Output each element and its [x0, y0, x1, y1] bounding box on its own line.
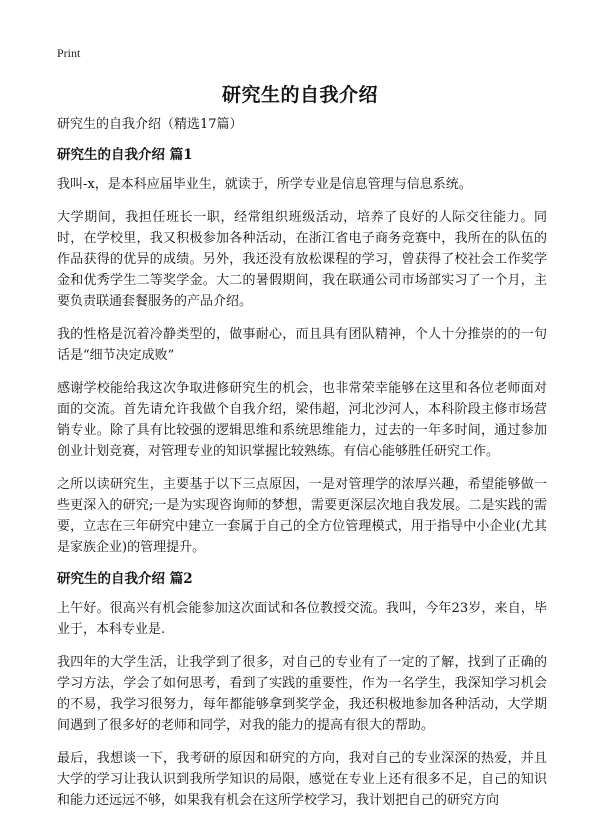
paragraph: 大学期间，我担任班长一职，经常组织班级活动，培养了良好的人际交往能力。同时，在学校里，我又积极参加各种活动，在浙江省电子商务竞赛中，我所在的队伍的作品获得的优异的成绩。另外，我还没有放松课程的学习，曾获得了校社会工作奖学金和优秀学生二等奖学金。大二的暑假期间，我在联通公司市场部实习了一个月，主要负责联通套餐服务的产品介绍。 [57, 210, 547, 309]
paragraph: 我四年的大学生活，让我学到了很多，对自己的专业有了一定的了解，找到了正确的学习方法，学会了如何思考，看到了实践的重要性，作为一名学生，我深知学习机会的不易，我学习很努力，每年都能够拿到奖学金，我还积极地参加各种活动，大学期间遇到了很多好的老师和同学，对我的能力的提高有很大的帮助。 [57, 655, 547, 733]
paragraph: 最后，我想谈一下，我考研的原因和研究的方向，我对自己的专业深深的热爱，并且大学的学习让我认识到我所学知识的局限，感觉在专业上还有很多不足，自己的知识和能力还远远不够，如果我有机会在这所学校学习，我计划把自己的研究方向 [57, 751, 547, 808]
article-body [57, 116, 547, 823]
paragraph: 之所以读研究生，主要基于以下三点原因，一是对管理学的浓厚兴趣，希望能够做一些更深入的研究;一是为实现咨询师的梦想，需要更深层次地自我发展。二是实践的需要，立志在三年研究中建立一套属于自己的全方位管理模式，用于指导中小企业(尤其是家族企业)的管理提升。 [57, 477, 547, 555]
section-1 [57, 146, 547, 558]
paragraph: 我的性格是沉着冷静类型的，做事耐心，而且具有团队精神，个人十分推崇的的一句话是“细节决定成败” [57, 327, 547, 363]
section-2 [57, 570, 547, 811]
page-title: 研究生的自我介绍 [221, 84, 378, 106]
paragraph: 我叫-x，是本科应届毕业生，就读于，所学专业是信息管理与信息系统。 [57, 177, 472, 192]
paragraph: 感谢学校能给我这次争取进修研究生的机会，也非常荣幸能够在这里和各位老师面对面的交流。首先请允许我做个自我介绍，梁伟超，河北沙河人，本科阶段主修市场营销专业。除了具有比较强的逻辑思维和系统思维能力，过去的一年多时间，通过参加创业计划竞赛，对管理专业的知识掌握比较熟练。有信心能够胜任研究工作。 [57, 381, 547, 459]
section-heading: 研究生的自我介绍 篇2 [57, 571, 193, 587]
section-heading: 研究生的自我介绍 篇1 [57, 147, 193, 163]
print-link[interactable]: Print [57, 46, 81, 60]
article-subtitle: 研究生的自我介绍（精选17篇） [57, 117, 243, 132]
paragraph: 上午好。很高兴有机会能参加这次面试和各位教授交流。我叫，今年23岁，来自，毕业于，本科专业是. [57, 601, 547, 637]
